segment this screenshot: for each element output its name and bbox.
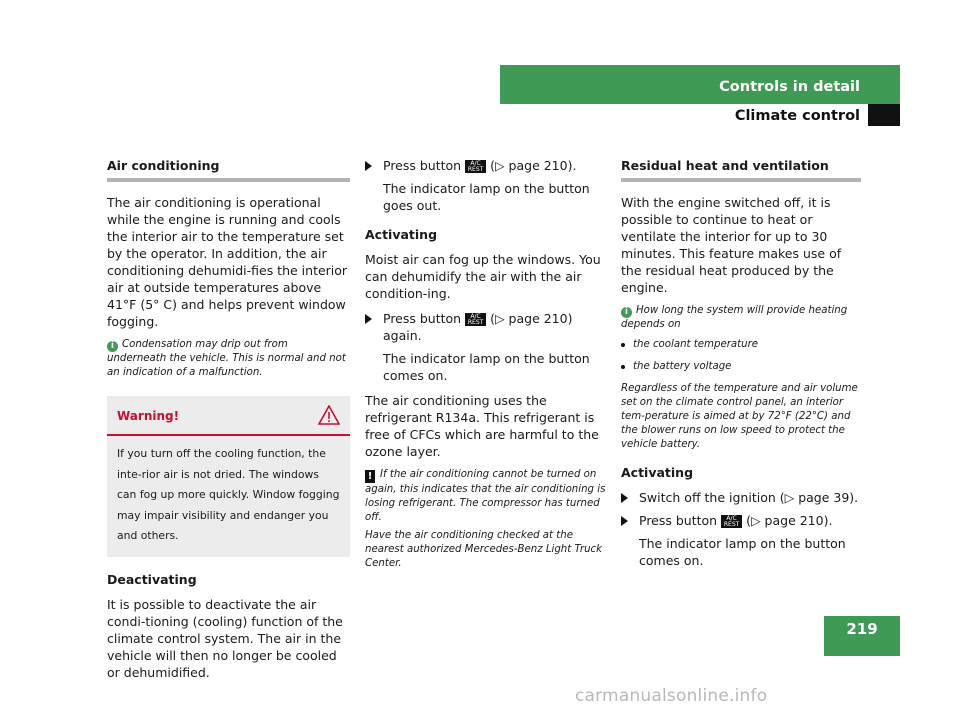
paragraph-deactivating: It is possible to deactivate the air condi-tioning (cooling) function of the climate control system. The air in the vehicle will then no longer be cooled or dehumidified. xyxy=(107,596,343,680)
ac-button-icon: A/C REST xyxy=(465,160,486,173)
chapter-header xyxy=(500,65,900,104)
info-icon: i xyxy=(107,341,118,352)
step-press-button xyxy=(365,157,610,174)
heading-residual-heat: Residual heat and ventilation xyxy=(621,157,861,182)
step-text: Press button xyxy=(383,158,462,173)
info-note-body: Regardless of the temperature and air volume set on the climate control panel, an interior tem-perature is aimed at by 72°F (22°C) and the blower runs on low speed to protect the vehicle battery. xyxy=(621,383,858,450)
step-text: Press button xyxy=(383,311,462,326)
paragraph-residual-intro: With the engine switched off, it is possible to continue to heat or ventilate the interior for up to 30 minutes. This feature makes use of the residual heat produced by the engine. xyxy=(621,195,842,295)
heading-activating: Activating xyxy=(365,227,438,242)
step-arrow-icon xyxy=(365,314,372,324)
step-arrow-icon xyxy=(365,161,372,171)
info-note xyxy=(107,338,350,380)
info-note-residual xyxy=(621,304,861,452)
heading-air-conditioning: Air conditioning xyxy=(107,157,350,182)
heading-deactivating: Deactivating xyxy=(107,571,197,587)
page-reference: (▷ page 210) again. xyxy=(383,311,573,343)
step-switch-off-ignition xyxy=(621,489,861,506)
bullet-icon xyxy=(621,343,625,347)
watermark: carmanualsonline.info xyxy=(575,686,768,706)
step-arrow-icon xyxy=(621,516,628,526)
heading-activating-residual: Activating xyxy=(621,465,694,480)
paragraph-refrigerant: The air conditioning uses the refrigerant R134a. This refrigerant is free of CFCs which are harmful to the ozone layer. xyxy=(365,393,599,459)
caution-note xyxy=(365,468,610,571)
chapter-title: Controls in detail xyxy=(719,79,860,95)
column-3 xyxy=(621,157,861,577)
ac-button-icon: A/C REST xyxy=(465,313,486,326)
bullet-icon xyxy=(621,365,625,369)
paragraph-activating: Moist air can fog up the windows. You can dehumidify the air with the air condition-ing. xyxy=(365,252,601,301)
caution-icon: ! xyxy=(365,470,375,483)
step-text: Switch off the ignition (▷ page 39). xyxy=(639,490,859,505)
step-press-button-again xyxy=(365,310,610,344)
page-reference: (▷ page 210). xyxy=(490,158,577,173)
info-note-intro: How long the system will provide heating depends on xyxy=(621,305,848,330)
step-text: Press button xyxy=(639,513,718,528)
step-result: The indicator lamp on the button comes on. xyxy=(383,351,590,383)
section-title: Climate control xyxy=(734,108,860,124)
list-item: the battery voltage xyxy=(621,360,861,374)
list-item: the coolant temperature xyxy=(621,338,861,352)
warning-title: Warning! xyxy=(117,409,180,423)
paragraph-intro: The air conditioning is operational while the engine is running and cools the interior air to the temperature set by the operator. In addition, the air conditioning dehumidi-fies the interior air at outside temperatures above 41°F (5° C) and helps prevent window fogging. xyxy=(107,195,348,329)
warning-box xyxy=(107,396,350,557)
info-note-text: Condensation may drip out from underneath the vehicle. This is normal and not an indication of a malfunction. xyxy=(107,339,346,378)
page-reference: (▷ page 210). xyxy=(746,513,833,528)
ac-button-icon: A/C REST xyxy=(721,515,742,528)
warning-header xyxy=(107,396,350,436)
column-2 xyxy=(365,157,610,581)
column-1 xyxy=(107,157,350,689)
step-result: The indicator lamp on the button goes out. xyxy=(383,181,590,213)
warning-text: If you turn off the cooling function, the inte-rior air is not dried. The windows can fog up more quickly. Window fogging may impair visibility and endanger you and others. xyxy=(117,447,340,542)
caution-text: If the air conditioning cannot be turned on again, this indicates that the air conditioning is losing refrigerant. The compressor has turned off. xyxy=(365,469,606,523)
info-icon: i xyxy=(621,307,632,318)
page-number: 219 xyxy=(824,616,900,656)
step-press-button-residual xyxy=(621,512,861,529)
step-arrow-icon xyxy=(621,493,628,503)
header-marker xyxy=(868,104,900,126)
step-result: The indicator lamp on the button comes on. xyxy=(639,536,846,568)
caution-text-2: Have the air conditioning checked at the nearest authorized Mercedes-Benz Light Truck Center. xyxy=(365,530,603,569)
warning-triangle-icon xyxy=(318,405,340,425)
